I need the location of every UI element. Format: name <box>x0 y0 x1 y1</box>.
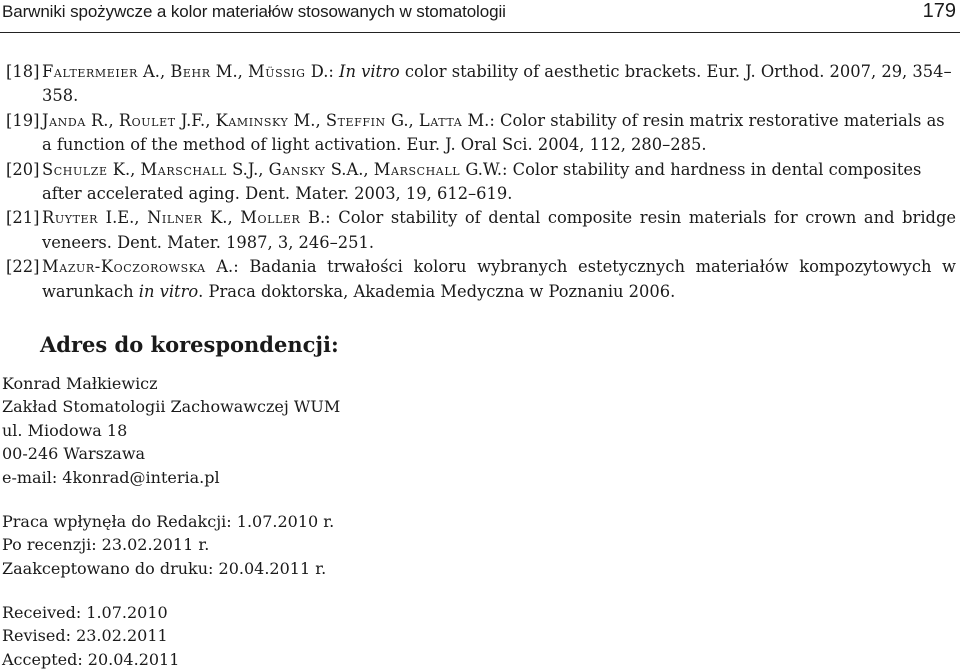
correspondence-name: Konrad Małkiewicz <box>2 374 158 393</box>
reference-18 <box>6 60 956 109</box>
reference-number: [21] <box>6 208 40 228</box>
reference-italic-text: in vitro <box>138 281 199 301</box>
page-number: 179 <box>922 0 956 22</box>
correspondence-street: ul. Miodowa 18 <box>2 420 128 440</box>
dates-english <box>2 601 179 671</box>
reference-author-initials: M., <box>288 110 326 130</box>
reference-22 <box>6 255 956 304</box>
reference-author: Kaminsky <box>215 110 289 130</box>
reference-author-initials: B.: <box>300 208 339 228</box>
reference-author-initials: I.E., <box>98 208 148 228</box>
reference-author-initials: R., <box>85 110 119 130</box>
reference-text: Color stability and hardness in dental composites after accelerated aging. Dent. Mater. 2003, 19, 612–619. <box>42 159 922 204</box>
correspondence-email: e-mail: 4konrad@interia.pl <box>2 467 220 487</box>
reference-author: Schulze <box>42 159 108 179</box>
reference-author-initials: K., <box>202 208 241 228</box>
reference-21 <box>6 206 956 255</box>
correspondence-department: Zakład Stomatologii Zachowawczej WUM <box>2 397 341 417</box>
reference-author: Roulet <box>118 110 176 130</box>
reference-author-initials: A., <box>137 62 171 81</box>
reference-author: Gansky <box>268 159 326 179</box>
date-accepted-pl: Zaakceptowano do druku: 20.04.2011 r. <box>2 558 327 578</box>
reference-author-initials: S.A., <box>325 159 374 179</box>
reference-author-initials: G.W.: <box>460 159 513 179</box>
reference-19 <box>6 109 956 158</box>
reference-author-initials: S.J., <box>226 159 269 179</box>
correspondence-heading: Adres do korespondencji: <box>40 332 339 357</box>
reference-author: Ruyter <box>42 208 99 228</box>
reference-list <box>6 60 956 304</box>
reference-author: Moller <box>240 208 301 228</box>
date-accepted: Accepted: 20.04.2011 <box>2 649 180 669</box>
reference-author: Janda <box>42 110 86 130</box>
reference-text: Color stability of resin matrix restorative materials as a function of the method of light activation. Eur. J. Oral Sci. 2004, 112, 280–285. <box>42 110 945 155</box>
running-header <box>0 0 960 30</box>
reference-author-initials: K., <box>107 159 141 179</box>
reference-number: [20] <box>6 159 40 179</box>
reference-author: Mazur-Koczorowska <box>42 257 206 277</box>
reference-text-tail: . Praca doktorska, Akademia Medyczna w Poznaniu 2006. <box>198 281 676 301</box>
header-divider <box>0 32 960 33</box>
reference-italic-text: In vitro <box>339 62 400 81</box>
reference-number: [22] <box>6 257 40 277</box>
reference-author-initials: G., <box>385 110 419 130</box>
reference-author: Behr <box>170 62 211 81</box>
reference-author-initials: M., <box>210 62 248 81</box>
date-received-pl: Praca wpłynęła do Redakcji: 1.07.2010 r. <box>2 512 335 531</box>
correspondence-address <box>2 372 340 489</box>
reference-text: color stability of aesthetic brackets. Eur. J. Orthod. 2007, 29, 354–358. <box>42 62 952 106</box>
correspondence-city: 00-246 Warszawa <box>2 444 146 464</box>
reference-author-initials: M.: <box>462 110 500 130</box>
reference-author: Marschall <box>373 159 461 179</box>
reference-author: Steffin <box>325 110 386 130</box>
reference-author: Müssig <box>247 62 306 81</box>
date-revised: Revised: 23.02.2011 <box>2 626 168 646</box>
dates-polish <box>2 510 334 580</box>
reference-author-initials: D.: <box>305 62 340 81</box>
running-title: Barwniki spożywcze a kolor materiałów stosowanych w stomatologii <box>2 2 506 21</box>
reference-author-initials: J.F., <box>175 110 216 130</box>
reference-20 <box>6 158 956 207</box>
date-received: Received: 1.07.2010 <box>2 603 168 622</box>
reference-text: Badania trwałości koloru wybranych estetycznych materiałów kompozytowych w warunkach <box>42 257 956 301</box>
date-revised-pl: Po recenzji: 23.02.2011 r. <box>2 535 210 555</box>
reference-author: Nilner <box>147 208 203 228</box>
reference-author-initials: A.: <box>205 257 250 277</box>
reference-text: Color stability of dental composite resin materials for crown and bridge veneers. Dent. Mater. 1987, 3, 246–251. <box>42 208 957 252</box>
reference-number: [19] <box>6 110 40 130</box>
reference-number: [18] <box>6 62 40 81</box>
reference-author: Latta <box>418 110 463 130</box>
reference-author: Marschall <box>140 159 227 179</box>
reference-author: Faltermeier <box>42 62 138 81</box>
